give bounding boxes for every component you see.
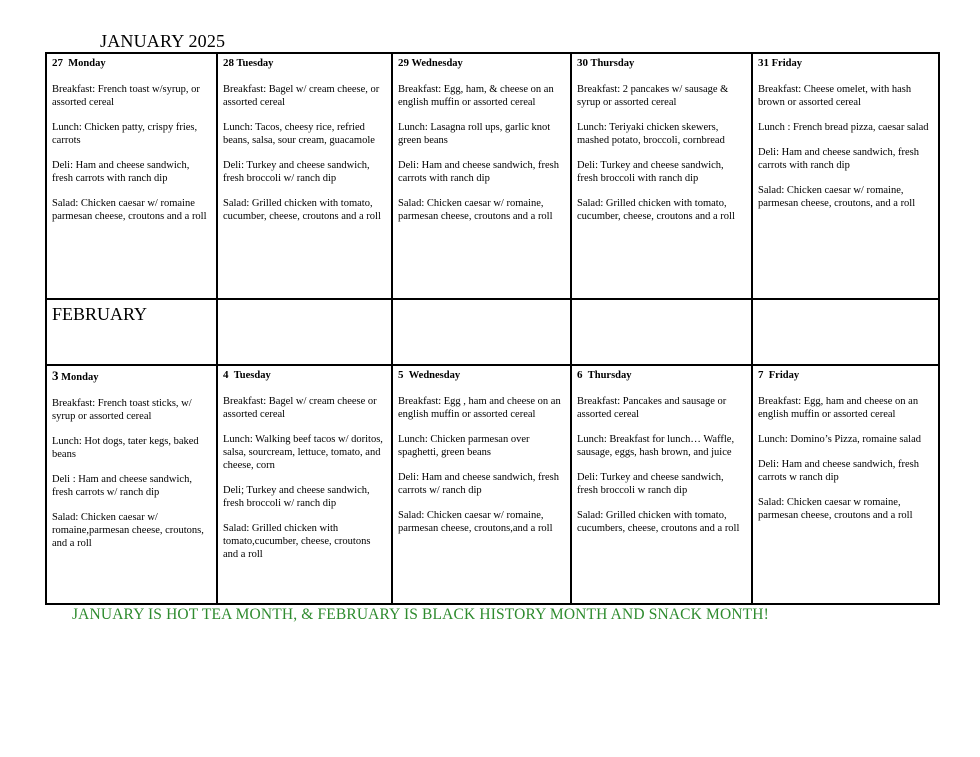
deli-item: Deli: Ham and cheese sandwich, fresh carrots with ranch dip [758,147,919,171]
day-header: 30 Thursday [577,57,635,69]
breakfast-item: Breakfast: 2 pancakes w/ sausage & syrup or assorted cereal [577,84,729,108]
day-cell-jan-31 [753,54,940,300]
deli-item: Deli: Turkey and cheese sandwich, fresh broccoli with ranch dip [577,160,724,184]
salad-item: Salad: Grilled chicken with tomato,cucumber, cheese, croutons and a roll [223,523,371,560]
breakfast-item: Breakfast: French toast w/syrup, or assorted cereal [52,84,200,108]
day-header: 3 Monday [52,368,99,383]
deli-item: Deli; Turkey and cheese sandwich, fresh broccoli w/ ranch dip [223,485,370,509]
breakfast-item: Breakfast: Bagel w/ cream cheese, or assorted cereal [223,84,380,108]
day-header: 7 Friday [758,369,800,381]
salad-item: Salad: Chicken caesar w/ romaine parmesan cheese, croutons and a roll [52,198,207,222]
lunch-item: Lunch: Chicken patty, crispy fries, carrots [52,122,198,146]
calendar-title: JANUARY 2025 [100,31,226,51]
breakfast-item: Breakfast: Egg , ham and cheese on an english muffin or assorted cereal [398,396,561,420]
deli-item: Deli : Ham and cheese sandwich, fresh carrots w/ ranch dip [52,474,192,498]
deli-item: Deli: Ham and cheese sandwich, fresh carrots w/ ranch dip [398,472,559,496]
day-header: 6 Thursday [577,369,632,381]
day-cell-feb-5 [393,366,572,603]
salad-item: Salad: Chicken caesar w/ romaine, parmesan cheese, croutons,and a roll [398,510,553,534]
day-cell-jan-27 [47,54,218,300]
breakfast-item: Breakfast: French toast sticks, w/ syrup or assorted cereal [52,398,192,422]
breakfast-item: Breakfast: Bagel w/ cream cheese or assorted cereal [223,396,377,420]
day-cell-feb-7 [753,366,940,603]
salad-item: Salad: Grilled chicken with tomato, cucumber, cheese, croutons and a roll [577,198,735,222]
salad-item: Salad: Grilled chicken with tomato, cucumbers, cheese, croutons and a roll [577,510,740,534]
deli-item: Deli: Turkey and cheese sandwich, fresh broccoli w ranch dip [577,472,724,496]
salad-item: Salad: Chicken caesar w/ romaine, parmesan cheese, croutons and a roll [398,198,553,222]
lunch-item: Lunch: Hot dogs, tater kegs, baked beans [52,436,199,460]
day-cell-jan-30 [572,54,753,300]
breakfast-item: Breakfast: Cheese omelet, with hash brown or assorted cereal [758,84,912,108]
day-header: 29 Wednesday [398,57,463,69]
salad-item: Salad: Chicken caesar w/ romaine, parmesan cheese, croutons, and a roll [758,185,916,209]
lunch-item: Lunch: Lasagna roll ups, garlic knot green beans [398,122,551,146]
empty-cell [393,300,572,366]
day-header: 31 Friday [758,57,802,69]
breakfast-item: Breakfast: Egg, ham, & cheese on an english muffin or assorted cereal [398,84,554,108]
lunch-item: Lunch: Chicken parmesan over spaghetti, green beans [398,434,530,458]
lunch-item: Lunch: Walking beef tacos w/ doritos, salsa, sourcream, lettuce, tomato, and cheese, corn [223,434,383,471]
breakfast-item: Breakfast: Pancakes and sausage or assorted cereal [577,396,727,420]
february-label-cell [47,300,218,366]
lunch-item: Lunch: Teriyaki chicken skewers, mashed potato, broccoli, cornbread [577,122,725,146]
day-cell-feb-3 [47,366,218,603]
day-header: 27 Monday [52,57,106,69]
deli-item: Deli: Ham and cheese sandwich, fresh carrots with ranch dip [52,160,190,184]
salad-item: Salad: Grilled chicken with tomato, cucumber, cheese, croutons and a roll [223,198,381,222]
deli-item: Deli: Ham and cheese sandwich, fresh carrots with ranch dip [398,160,559,184]
empty-cell [218,300,393,366]
breakfast-item: Breakfast: Egg, ham and cheese on an english muffin or assorted cereal [758,396,919,420]
day-cell-jan-28 [218,54,393,300]
deli-item: Deli: Ham and cheese sandwich, fresh carrots w ranch dip [758,459,919,483]
salad-item: Salad: Chicken caesar w romaine, parmesan cheese, croutons and a roll [758,497,913,521]
lunch-item: Lunch: Tacos, cheesy rice, refried beans, salsa, sour cream, guacamole [223,122,375,146]
empty-cell [753,300,940,366]
day-header: 28 Tuesday [223,57,274,69]
footer-announcement: JANUARY IS HOT TEA MONTH, & FEBRUARY IS BLACK HISTORY MONTH AND SNACK MONTH! [72,606,769,623]
day-header: 4 Tuesday [223,369,271,381]
lunch-item: Lunch : French bread pizza, caesar salad [758,122,929,133]
menu-calendar-grid [45,52,940,605]
day-cell-feb-6 [572,366,753,603]
salad-item: Salad: Chicken caesar w/ romaine,parmesan cheese, croutons, and a roll [52,512,204,549]
lunch-item: Lunch: Breakfast for lunch… Waffle, sausage, eggs, hash brown, and juice [577,434,735,458]
empty-cell [572,300,753,366]
deli-item: Deli: Turkey and cheese sandwich, fresh broccoli w/ ranch dip [223,160,370,184]
month-label: FEBRUARY [52,304,148,324]
day-cell-feb-4 [218,366,393,603]
day-cell-jan-29 [393,54,572,300]
day-header: 5 Wednesday [398,369,461,381]
lunch-item: Lunch: Domino’s Pizza, romaine salad [758,434,922,445]
